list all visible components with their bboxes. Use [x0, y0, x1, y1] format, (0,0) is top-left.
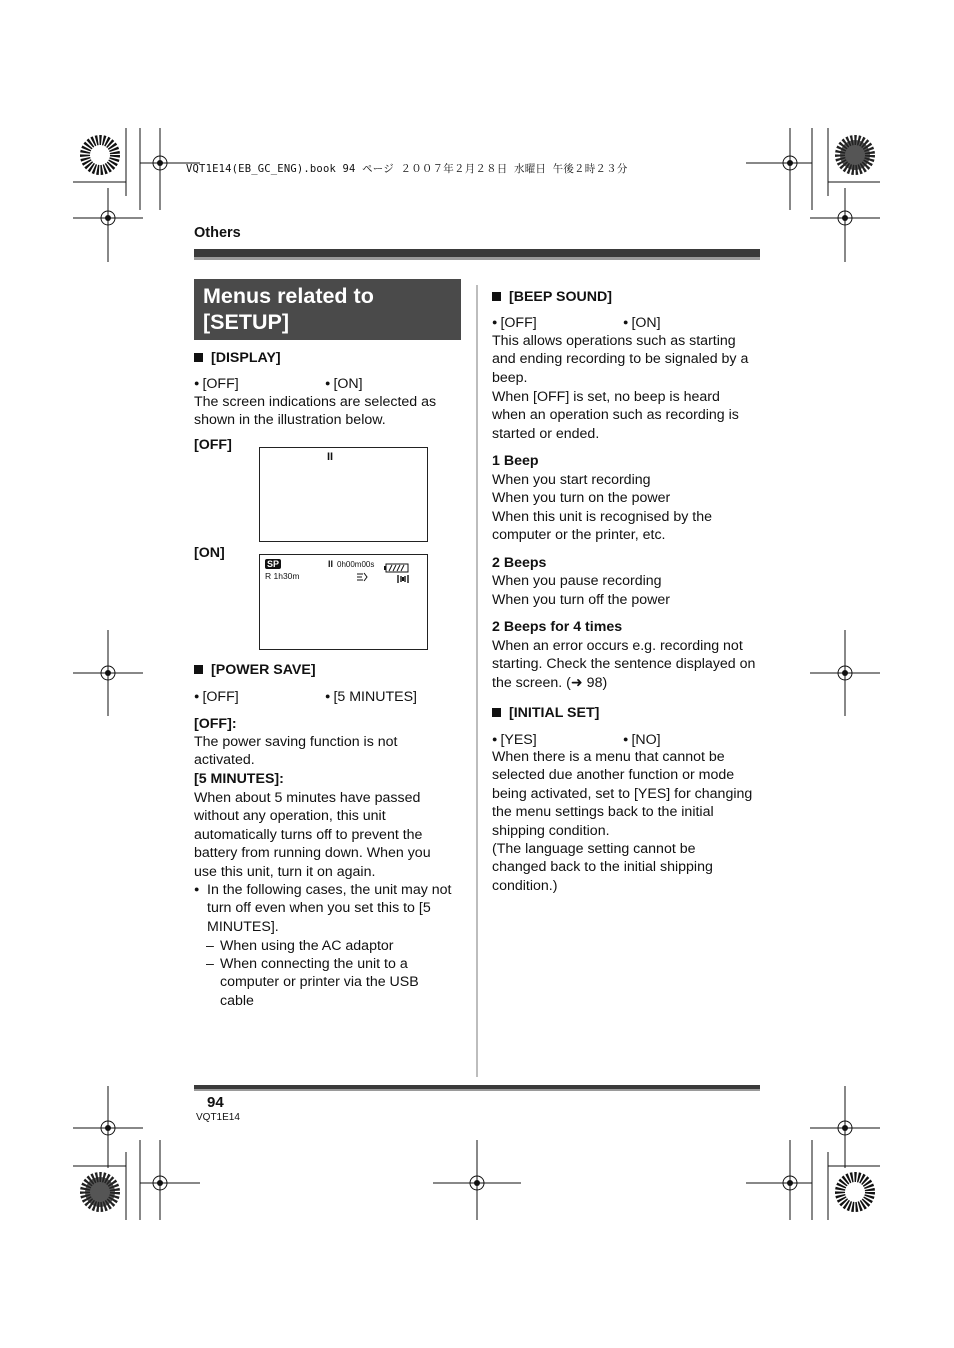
- one-beep-line-1: When you start recording: [492, 472, 651, 488]
- title-box: [194, 279, 461, 340]
- wind-cut-icon: [396, 571, 410, 589]
- beep-options: [492, 314, 758, 333]
- power-save-options: [194, 688, 460, 707]
- display-off-label: [OFF]: [194, 437, 232, 453]
- footer-rule-shadow: [194, 1089, 760, 1091]
- power-save-opt-5min: ● [5 MINUTES]: [325, 688, 417, 707]
- two-beeps-line-2: When you turn off the power: [492, 592, 670, 608]
- one-beep-heading: 1 Beep: [492, 453, 539, 469]
- stabilizer-icon: [356, 572, 368, 584]
- power-5min-text: When about 5 minutes have passed without any operation, this unit automatically turns off to prevent the battery from running down. When you use this unit, turn it on again.: [194, 790, 431, 880]
- display-heading: [194, 349, 281, 367]
- column-divider: [476, 285, 478, 1077]
- case-dash-2: –: [206, 956, 214, 972]
- page-title: Menus related to [SETUP]: [203, 284, 374, 334]
- case-item-1: When using the AC adaptor: [220, 938, 394, 954]
- power-off-subhead: [OFF]:: [194, 716, 237, 732]
- initial-set-heading-text: [INITIAL SET]: [509, 705, 600, 721]
- power-save-note: [194, 881, 460, 936]
- print-header: VQT1E14(EB_GC_ENG).book 94 ページ ２００７年２月２８日 水曜日 午後２時２３分: [186, 163, 628, 175]
- initial-set-description-1: When there is a menu that cannot be selected due another function or mode being activated, set to [YES] for changing the menu settings back to the initial shipping condition.: [492, 749, 753, 839]
- power-5min-subhead: [5 MINUTES]:: [194, 771, 284, 787]
- section-rule: [194, 249, 760, 257]
- power-save-opt-off: ● [OFF]: [194, 689, 239, 705]
- beep-description-2: When [OFF] is set, no beep is heard when an operation such as recording is started or ended.: [492, 389, 739, 442]
- document-code: VQT1E14: [196, 1112, 240, 1123]
- four-times-text: When an error occurs e.g. recording not starting. Check the sentence displayed on the screen. (➜ 98): [492, 638, 756, 691]
- power-save-heading: [194, 661, 316, 679]
- case-dash-1: –: [206, 938, 214, 954]
- one-beep-line-2: When you turn on the power: [492, 490, 671, 506]
- case-item-2: When connecting the unit to a computer or printer via the USB cable: [220, 956, 419, 1009]
- display-description: The screen indications are selected as shown in the illustration below.: [194, 394, 437, 429]
- initial-set-description-2: (The language setting cannot be changed back to the initial shipping condition.): [492, 841, 713, 894]
- beep-description-1: This allows operations such as starting and ending recording to be signaled by a beep.: [492, 333, 749, 386]
- beep-heading-text: [BEEP SOUND]: [509, 289, 613, 305]
- pause-indicator: II: [327, 451, 334, 463]
- note-bullet: [194, 881, 202, 900]
- display-opt-off: ● [OFF]: [194, 376, 239, 392]
- beep-opt-off: ● [OFF]: [492, 315, 537, 331]
- pause-indicator-on: II: [328, 559, 334, 569]
- screen-illustration-off: [259, 447, 428, 542]
- screen-illustration-on: [259, 554, 428, 650]
- initial-set-heading: [492, 704, 599, 722]
- beep-opt-on: ● [ON]: [623, 314, 661, 333]
- display-heading-text: [DISPLAY]: [211, 350, 281, 366]
- note-text: In the following cases, the unit may not turn off even when you set this to [5 MINUTES].: [207, 882, 452, 935]
- two-beeps-heading: 2 Beeps: [492, 555, 547, 571]
- power-save-heading-text: [POWER SAVE]: [211, 662, 316, 678]
- sp-mode-badge: SP: [267, 559, 280, 569]
- section-rule-shadow: [194, 257, 760, 260]
- display-opt-on: ● [ON]: [325, 375, 363, 394]
- initial-opt-yes: ● [YES]: [492, 732, 537, 748]
- display-on-label: [ON]: [194, 545, 225, 561]
- display-options: [194, 375, 460, 394]
- section-label: Others: [194, 225, 241, 241]
- timecode: 0h00m00s: [337, 560, 375, 569]
- one-beep-line-3: When this unit is recognised by the computer or the printer, etc.: [492, 509, 713, 544]
- beep-heading: [492, 288, 612, 306]
- power-off-text: The power saving function is not activated.: [194, 734, 398, 769]
- page-number: 94: [207, 1094, 224, 1111]
- initial-opt-no: ● [NO]: [623, 731, 661, 750]
- four-times-heading: 2 Beeps for 4 times: [492, 619, 623, 635]
- remaining-time: R 1h30m: [265, 571, 300, 581]
- two-beeps-line-1: When you pause recording: [492, 573, 662, 589]
